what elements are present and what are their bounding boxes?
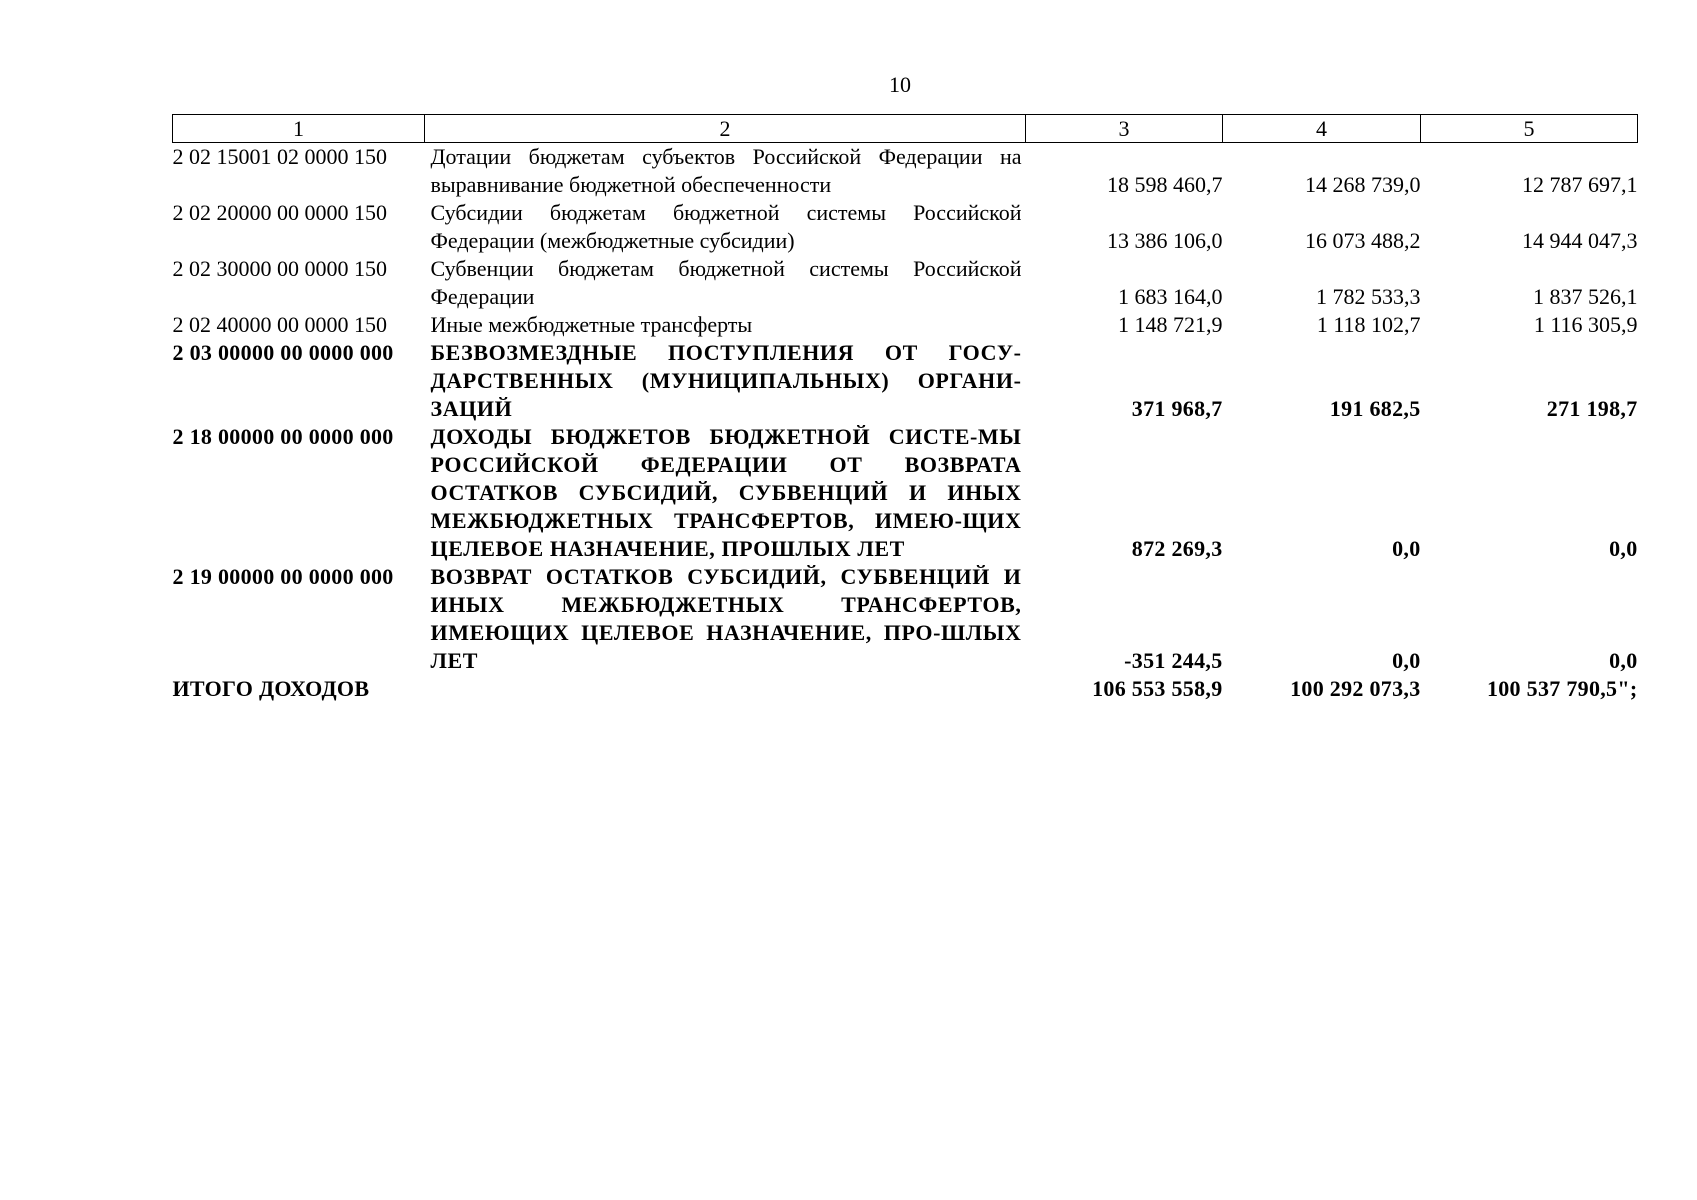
table-row (173, 423, 1638, 563)
value-column-5: 0,0 (1609, 648, 1638, 673)
revenue-name: Дотации бюджетам субъектов Российской Федерации на выравнивание бюджетной обеспеченности (430, 144, 1022, 197)
budget-code: 2 02 40000 00 0000 150 (172, 312, 387, 337)
value-column-4: 191 682,5 (1329, 396, 1421, 421)
value-column-4: 1 782 533,3 (1316, 284, 1421, 309)
page-number: 10 (889, 72, 911, 97)
table-row (173, 311, 1638, 339)
value-column-5: 14 944 047,3 (1522, 228, 1638, 253)
total-column-5: 100 537 790,5"; (1486, 676, 1638, 701)
revenue-name: ДОХОДЫ БЮДЖЕТОВ БЮДЖЕТНОЙ СИСТЕ-МЫ РОССИЙСКОЙ ФЕДЕРАЦИИ ОТ ВОЗВРАТА ОСТАТКОВ СУБСИДИЙ, СУБВЕНЦИЙ И ИНЫХ МЕЖБЮДЖЕТНЫХ ТРАНСФЕРТОВ, ИМЕЮ-ЩИХ ЦЕЛЕВОЕ НАЗНАЧЕНИЕ, ПРОШЛЫХ ЛЕТ (430, 424, 1022, 561)
value-column-5: 271 198,7 (1546, 396, 1638, 421)
header-column-1: 1 (173, 115, 425, 143)
value-column-3: 1 683 164,0 (1118, 284, 1223, 309)
header-row (173, 115, 1638, 143)
total-column-4: 100 292 073,3 (1290, 676, 1421, 701)
budget-revenue-table (172, 114, 1638, 703)
revenue-name: ВОЗВРАТ ОСТАТКОВ СУБСИДИЙ, СУБВЕНЦИЙ И ИНЫХ МЕЖБЮДЖЕТНЫХ ТРАНСФЕРТОВ, ИМЕЮЩИХ ЦЕЛЕВОЕ НАЗНАЧЕНИЕ, ПРО-ШЛЫХ ЛЕТ (430, 564, 1022, 673)
table-row (173, 563, 1638, 675)
total-row (173, 675, 1638, 703)
table-row (173, 255, 1638, 311)
revenue-name: Субсидии бюджетам бюджетной системы Российской Федерации (межбюджетные субсидии) (430, 200, 1022, 253)
budget-code: 2 18 00000 00 0000 000 (172, 424, 394, 449)
value-column-4: 1 118 102,7 (1316, 312, 1421, 337)
value-column-3: 1 148 721,9 (1118, 312, 1223, 337)
value-column-5: 12 787 697,1 (1522, 172, 1638, 197)
table-body (173, 143, 1638, 704)
budget-code: 2 03 00000 00 0000 000 (172, 340, 394, 365)
total-column-3: 106 553 558,9 (1092, 676, 1223, 701)
total-label: ИТОГО ДОХОДОВ (172, 676, 370, 701)
value-column-3: 872 269,3 (1131, 536, 1223, 561)
budget-code: 2 02 30000 00 0000 150 (172, 256, 387, 281)
budget-code: 2 02 20000 00 0000 150 (172, 200, 387, 225)
revenue-name: Иные межбюджетные трансферты (430, 312, 753, 337)
revenue-name: Субвенции бюджетам бюджетной системы Российской Федерации (430, 256, 1022, 309)
value-column-5: 1 116 305,9 (1533, 312, 1638, 337)
value-column-4: 16 073 488,2 (1305, 228, 1421, 253)
budget-code: 2 02 15001 02 0000 150 (172, 144, 387, 169)
budget-code: 2 19 00000 00 0000 000 (172, 564, 394, 589)
header-column-4: 4 (1223, 115, 1421, 143)
header-column-2: 2 (425, 115, 1026, 143)
header-column-5: 5 (1421, 115, 1638, 143)
value-column-3: 13 386 106,0 (1107, 228, 1223, 253)
value-column-4: 0,0 (1392, 536, 1421, 561)
value-column-3: 371 968,7 (1131, 396, 1223, 421)
table-header (173, 115, 1638, 143)
value-column-5: 1 837 526,1 (1533, 284, 1638, 309)
table-row (173, 339, 1638, 423)
value-column-3: 18 598 460,7 (1107, 172, 1223, 197)
header-column-3: 3 (1026, 115, 1223, 143)
table-row (173, 143, 1638, 200)
value-column-4: 14 268 739,0 (1305, 172, 1421, 197)
revenue-name: БЕЗВОЗМЕЗДНЫЕ ПОСТУПЛЕНИЯ ОТ ГОСУ-ДАРСТВЕННЫХ (МУНИЦИПАЛЬНЫХ) ОРГАНИ-ЗАЦИЙ (430, 340, 1022, 421)
table-row (173, 199, 1638, 255)
value-column-3: -351 244,5 (1124, 648, 1223, 673)
value-column-4: 0,0 (1392, 648, 1421, 673)
value-column-5: 0,0 (1609, 536, 1638, 561)
